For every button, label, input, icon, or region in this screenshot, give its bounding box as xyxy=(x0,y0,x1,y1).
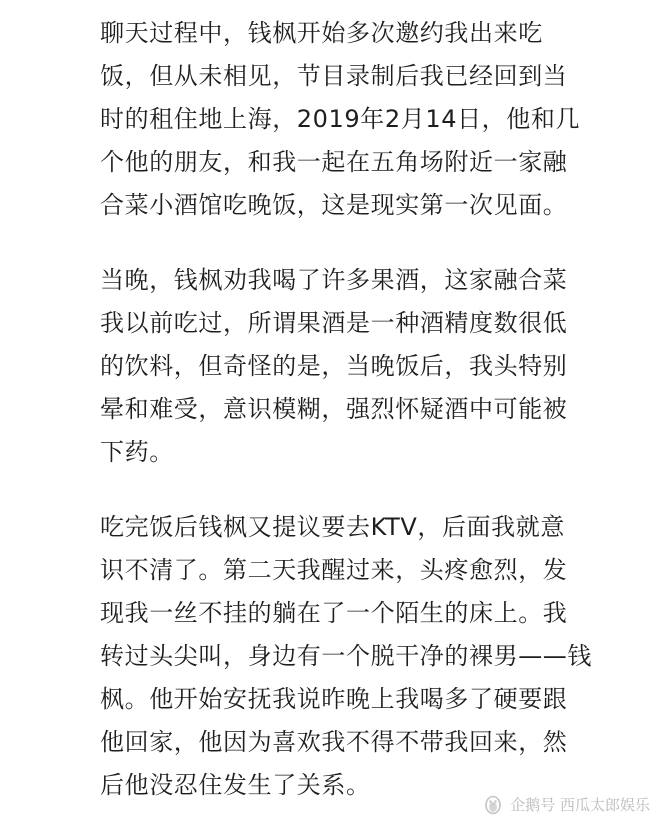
text-line: 后他没忍住发生了关系。 xyxy=(100,771,371,799)
text-line: 的饮料，但奇怪的是，当晚饭后，我头特别 xyxy=(100,352,568,380)
text-line: 晕和难受，意识模糊，强烈怀疑酒中可能被 xyxy=(100,395,568,423)
text-line: 识不清了。第二天我醒过来，头疼愈烈，发 xyxy=(100,556,568,584)
text-line: 当晚，钱枫劝我喝了许多果酒，这家融合菜 xyxy=(100,266,568,294)
text-line: 我以前吃过，所谓果酒是一种酒精度数很低 xyxy=(100,309,568,337)
source-watermark xyxy=(482,793,650,815)
paragraph-3 xyxy=(100,506,648,807)
text-line: 他回家，他因为喜欢我不得不带我回来，然 xyxy=(100,728,568,756)
text-line: 个他的朋友，和我一起在五角场附近一家融 xyxy=(100,148,568,176)
watermark-text: 企鹅号 西瓜太郎娱乐 xyxy=(510,795,650,814)
text-line: 聊天过程中，钱枫开始多次邀约我出来吃 xyxy=(100,19,543,47)
text-line: 现我一丝不挂的躺在了一个陌生的床上。我 xyxy=(100,599,568,627)
penguin-icon xyxy=(482,793,504,815)
text-line: 转过头尖叫，身边有一个脱干净的裸男——钱 xyxy=(100,642,592,670)
text-line: 合菜小酒馆吃晚饭，这是现实第一次见面。 xyxy=(100,191,568,219)
article-body xyxy=(100,12,648,807)
text-line: 饭，但从未相见，节目录制后我已经回到当 xyxy=(100,62,568,90)
paragraph-1 xyxy=(100,12,648,227)
text-line: 下药。 xyxy=(100,438,174,466)
text-line: 吃完饭后钱枫又提议要去KTV，后面我就意 xyxy=(100,513,565,541)
text-line: 时的租住地上海，2019年2月14日，他和几 xyxy=(100,105,581,133)
paragraph-2 xyxy=(100,259,648,474)
text-line: 枫。他开始安抚我说昨晚上我喝多了硬要跟 xyxy=(100,685,568,713)
